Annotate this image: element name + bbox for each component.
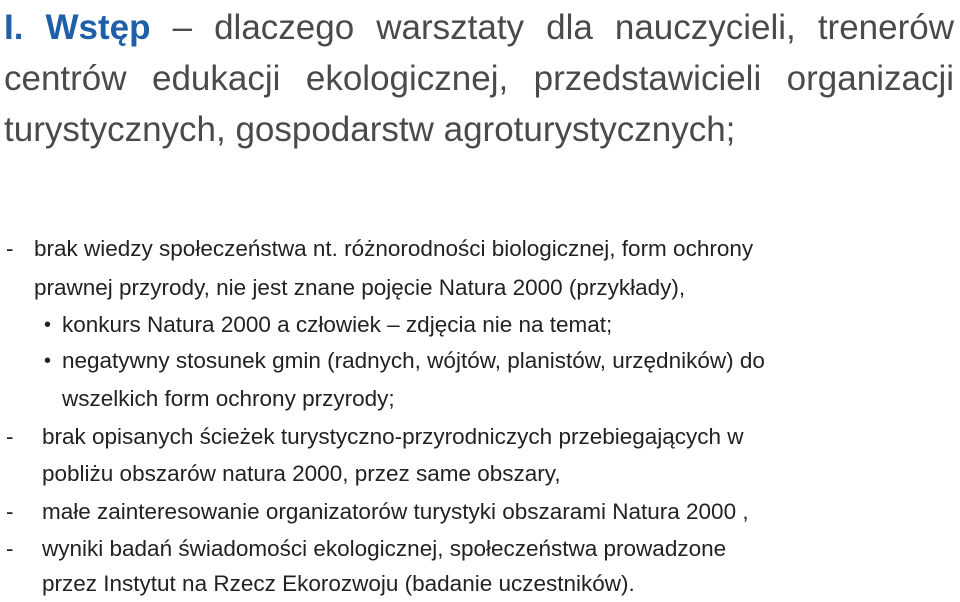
list-line-text: małe zainteresowanie organizatorów turystyki obszarami Natura 2000 , bbox=[42, 499, 749, 524]
list-line-text: prawnej przyrody, nie jest znane pojęcie Natura 2000 (przykłady), bbox=[34, 275, 686, 300]
list-line-text: wyniki badań świadomości ekologicznej, społeczeństwa prowadzone bbox=[42, 536, 727, 561]
heading-number: I. bbox=[4, 8, 24, 47]
dash-marker: - bbox=[6, 536, 14, 561]
list-line-text: pobliżu obszarów natura 2000, przez same obszary, bbox=[42, 461, 561, 486]
list-line-text: brak wiedzy społeczeństwa nt. różnorodności biologicznej, form ochrony bbox=[34, 236, 754, 261]
heading-text: – dlaczego warsztaty dla nauczycieli, trenerów centrów edukacji ekologicznej, przedstawicieli organizacji turystycznych, gospodarstw agroturystycznych; bbox=[4, 8, 954, 149]
bullet-icon: • bbox=[44, 350, 52, 372]
dash-marker: - bbox=[6, 499, 14, 524]
slide-heading bbox=[4, 2, 954, 155]
dash-marker: - bbox=[6, 236, 14, 261]
list-line-text: wszelkich form ochrony przyrody; bbox=[62, 386, 395, 411]
list-line-text: negatywny stosunek gmin (radnych, wójtów, planistów, urzędników) do bbox=[62, 348, 765, 373]
heading-highlight: Wstęp bbox=[45, 8, 151, 47]
dash-marker: - bbox=[6, 424, 14, 449]
list-line-text: brak opisanych ścieżek turystyczno-przyrodniczych przebiegających w bbox=[42, 424, 744, 449]
list-line-text: przez Instytut na Rzecz Ekorozwoju (badanie uczestników). bbox=[42, 571, 635, 596]
list-line-text: konkurs Natura 2000 a człowiek – zdjęcia nie na temat; bbox=[62, 312, 613, 337]
bullet-icon: • bbox=[44, 314, 52, 336]
